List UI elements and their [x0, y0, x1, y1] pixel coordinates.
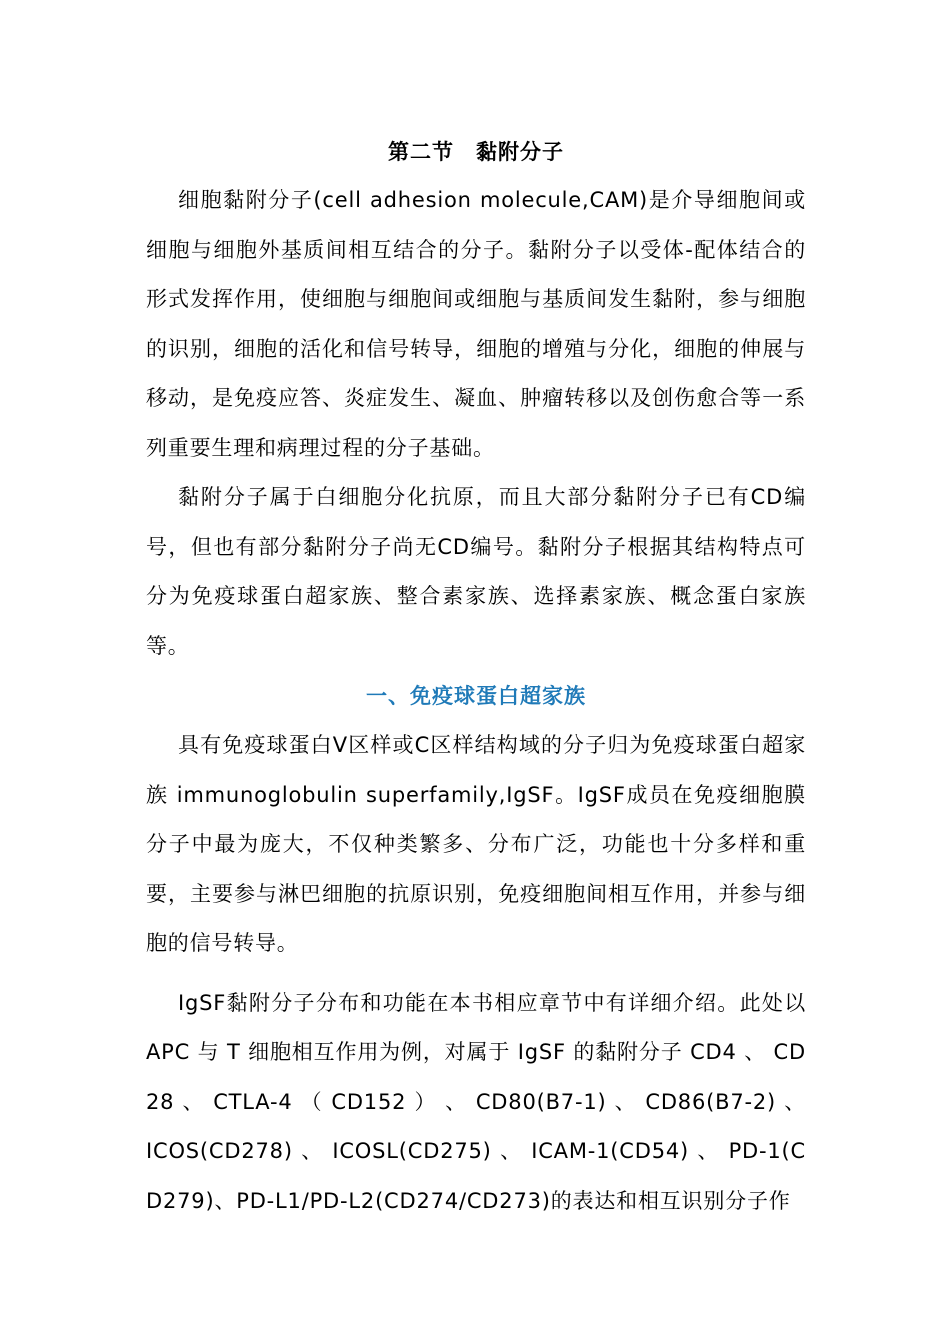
- paragraph-igsf-examples: IgSF黏附分子分布和功能在本书相应章节中有详细介绍。此处以 APC 与 T 细胞相互作用为例，对属于 IgSF 的黏附分子 CD4 、 CD28 、 CTLA-4 （ CD152 ） 、 CD80(B7-1) 、 CD86(B7-2) 、 ICOS(CD278) 、 ICOSL(CD275) 、 ICAM-1(CD54) 、 PD-1(CD279)、PD-L1/PD-L2(CD274/CD273)的表达和相互识别分子作: [146, 990, 806, 1213]
- paragraph-classification: 黏附分子属于白细胞分化抗原，而且大部分黏附分子已有CD编号，但也有部分黏附分子尚无CD编号。黏附分子根据其结构特点可分为免疫球蛋白超家族、整合素家族、选择素家族、概念蛋白家族等。: [146, 485, 806, 658]
- paragraph-cam-definition: 细胞黏附分子(cell adhesion molecule,CAM)是介导细胞间或细胞与细胞外基质间相互结合的分子。黏附分子以受体-配体结合的形式发挥作用，使细胞与细胞间或细胞与基质间发生黏附，参与细胞的识别，细胞的活化和信号转导，细胞的增殖与分化，细胞的伸展与移动，是免疫应答、炎症发生、凝血、肿瘤转移以及创伤愈合等一系列重要生理和病理过程的分子基础。: [146, 188, 806, 460]
- document-body: [146, 128, 806, 1226]
- paragraph-igsf-intro: 具有免疫球蛋白V区样或C区样结构域的分子归为免疫球蛋白超家族 immunoglobulin superfamily,IgSF。IgSF成员在免疫细胞膜分子中最为庞大，不仅种类繁多、分布广泛，功能也十分多样和重要，主要参与淋巴细胞的抗原识别，免疫细胞间相互作用，并参与细胞的信号转导。: [146, 733, 806, 955]
- section-title: 第二节 黏附分子: [388, 140, 564, 164]
- subsection-title: 一、免疫球蛋白超家族: [366, 684, 586, 708]
